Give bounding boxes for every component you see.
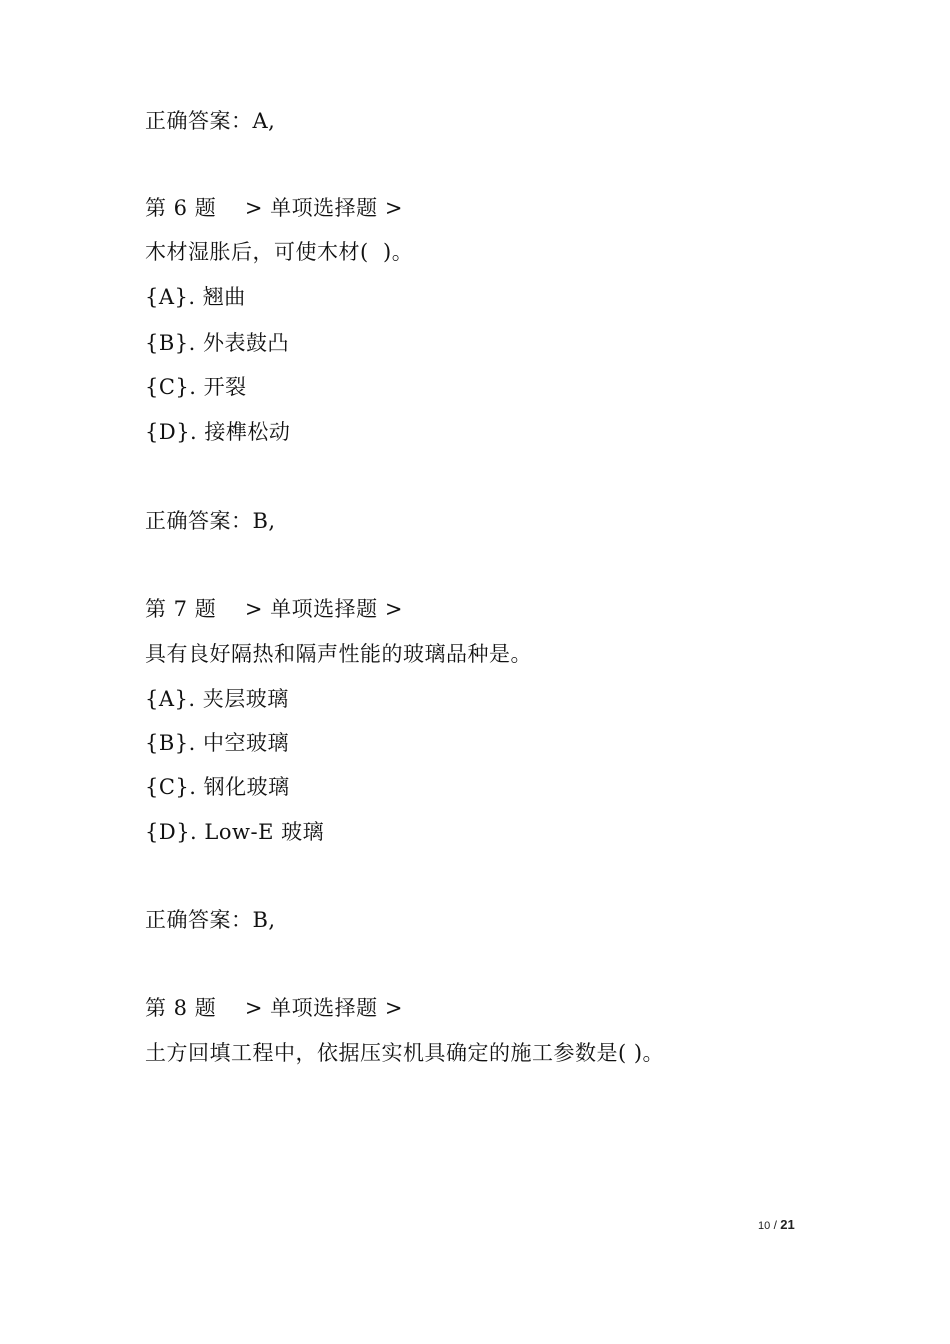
- question-7-option-a: {A}. 夹层玻璃: [145, 687, 289, 711]
- question-8-text: 土方回填工程中，依据压实机具确定的施工参数是( )。: [145, 1041, 665, 1065]
- page-number: [758, 1217, 795, 1234]
- current-page-number: 10: [758, 1220, 771, 1232]
- question-6-answer: 正确答案：B,: [145, 509, 276, 533]
- question-6-option-d: {D}. 接榫松动: [145, 420, 291, 444]
- question-7-header: 第 7 题 > 单项选择题 >: [145, 597, 403, 621]
- total-page-count: 21: [780, 1217, 795, 1232]
- answer-prev: 正确答案：A,: [145, 109, 276, 133]
- question-7-option-c: {C}. 钢化玻璃: [145, 775, 290, 799]
- question-6-option-b: {B}. 外表鼓凸: [145, 331, 290, 355]
- page-number-separator: /: [770, 1218, 781, 1232]
- question-7-text: 具有良好隔热和隔声性能的玻璃品种是。: [145, 642, 532, 666]
- question-7-option-d: {D}. Low-E 玻璃: [145, 820, 325, 844]
- question-6-text: 木材湿胀后，可使木材( )。: [145, 240, 414, 264]
- question-6-header: 第 6 题 > 单项选择题 >: [145, 196, 403, 220]
- question-6-option-a: {A}. 翘曲: [145, 285, 246, 309]
- question-7-option-b: {B}. 中空玻璃: [145, 731, 290, 755]
- question-8-header: 第 8 题 > 单项选择题 >: [145, 996, 403, 1020]
- question-6-option-c: {C}. 开裂: [145, 375, 247, 399]
- question-7-answer: 正确答案：B,: [145, 908, 276, 932]
